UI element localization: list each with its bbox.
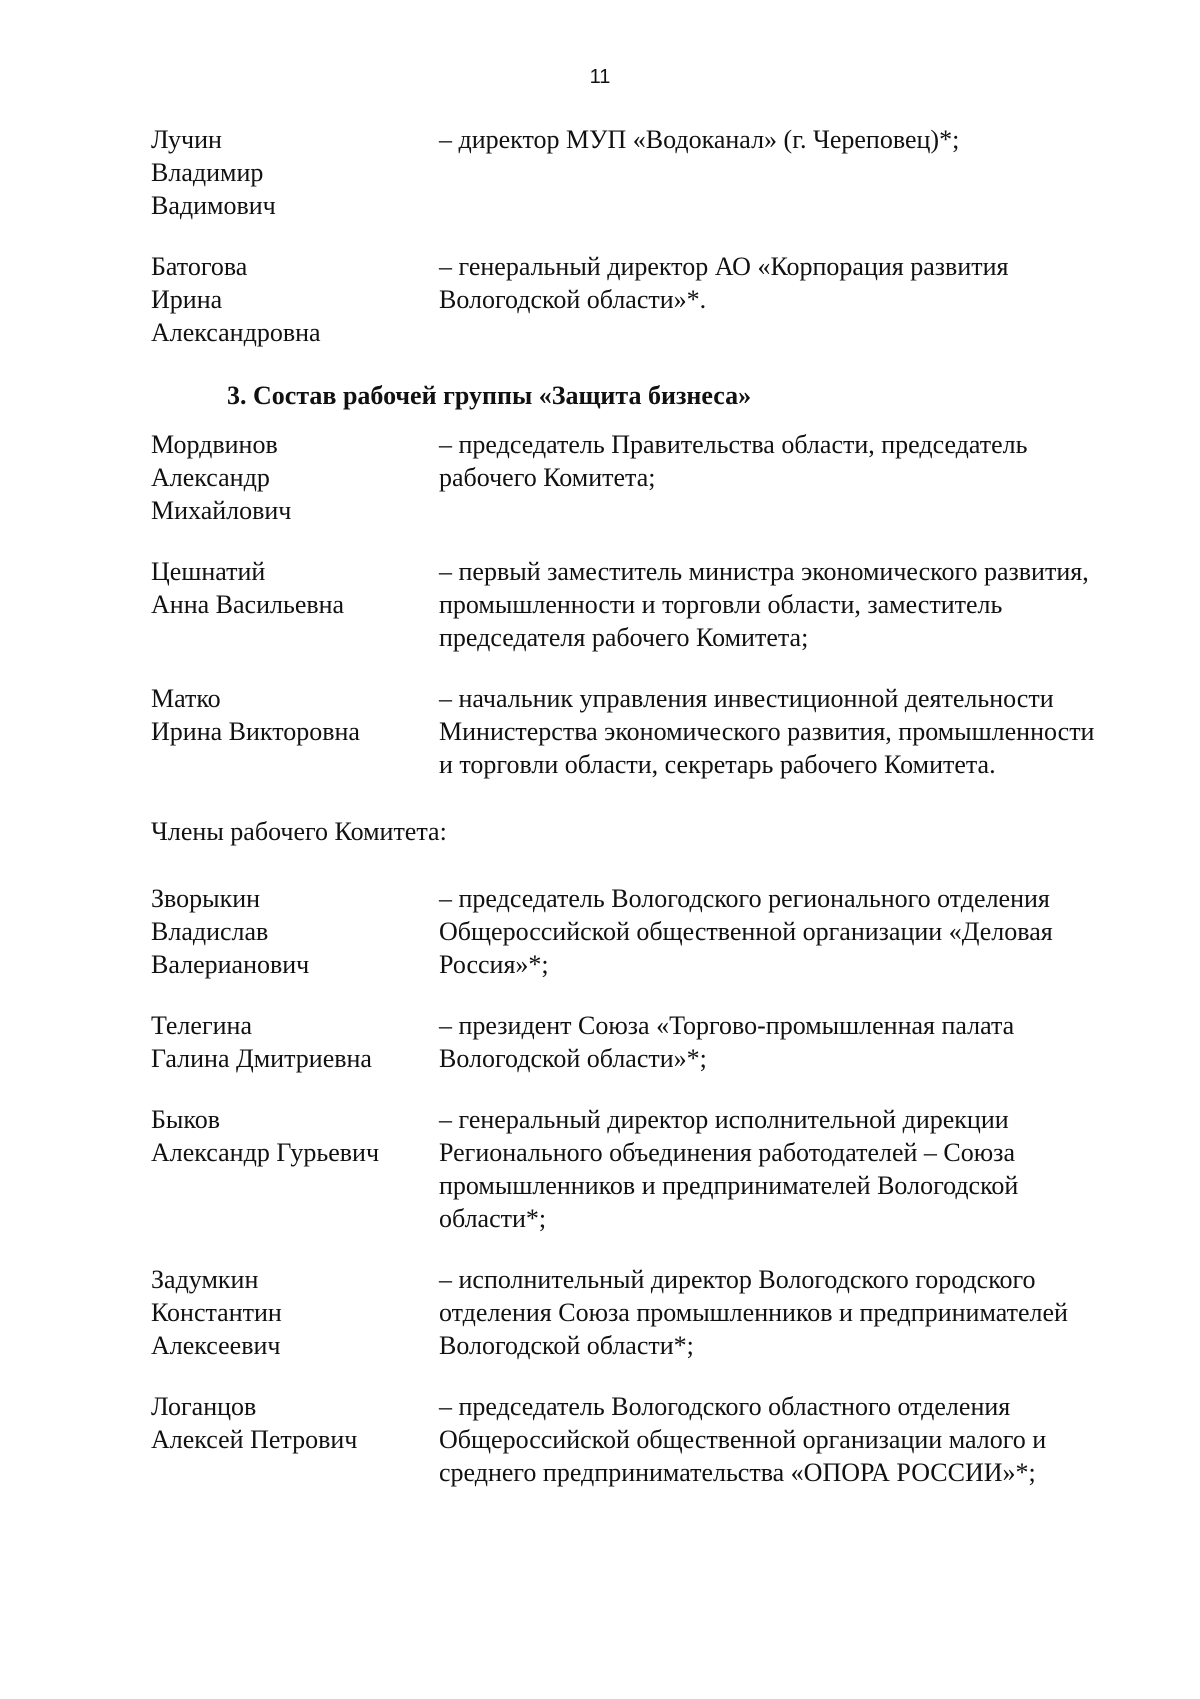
name-line: Михайлович xyxy=(151,496,292,525)
person-entry xyxy=(151,1390,1111,1489)
person-entry xyxy=(151,682,1111,781)
name-line: Ирина xyxy=(151,285,223,314)
person-entry xyxy=(151,1263,1111,1362)
person-role: – начальник управления инвестиционной деятельности Министерства экономического развития, промышленности и торговли области, секретарь рабочего Комитета. xyxy=(439,684,1095,779)
name-line: Логанцов xyxy=(151,1392,257,1421)
name-line: Владислав xyxy=(151,917,269,946)
person-entry xyxy=(151,123,1111,222)
person-role: – первый заместитель министра экономического развития, промышленности и торговли области, заместитель председателя рабочего Комитета; xyxy=(439,557,1089,652)
document-body xyxy=(151,123,1111,1489)
name-line: Быков xyxy=(151,1105,220,1134)
person-role: – президент Союза «Торгово-промышленная палата Вологодской области»*; xyxy=(439,1011,1015,1073)
person-name xyxy=(151,428,439,527)
person-name xyxy=(151,682,439,748)
name-line: Алексеевич xyxy=(151,1331,281,1360)
person-role: – генеральный директор АО «Корпорация развития Вологодской области»*. xyxy=(439,252,1009,314)
person-name xyxy=(151,250,439,349)
name-line: Телегина xyxy=(151,1011,252,1040)
name-line: Мордвинов xyxy=(151,430,278,459)
name-line: Галина Дмитриевна xyxy=(151,1044,372,1073)
name-line: Александровна xyxy=(151,318,321,347)
person-role: – генеральный директор исполнительной дирекции Регионального объединения работодателей – Союза промышленников и предпринимателей Вологодской области*; xyxy=(439,1105,1019,1233)
person-name xyxy=(151,555,439,621)
name-line: Зворыкин xyxy=(151,884,261,913)
page-number: 11 xyxy=(589,66,611,88)
person-name xyxy=(151,1009,439,1075)
members-heading: Члены рабочего Комитета: xyxy=(151,817,447,846)
name-line: Александр xyxy=(151,463,270,492)
person-entry xyxy=(151,882,1111,981)
name-line: Батогова xyxy=(151,252,248,281)
name-line: Лучин xyxy=(151,125,222,154)
person-role: – исполнительный директор Вологодского городского отделения Союза промышленников и предпринимателей Вологодской области*; xyxy=(439,1265,1068,1360)
person-entry xyxy=(151,250,1111,349)
name-line: Задумкин xyxy=(151,1265,259,1294)
person-name xyxy=(151,1103,439,1169)
person-name xyxy=(151,882,439,981)
section-title: 3. Состав рабочей группы «Защита бизнеса» xyxy=(227,381,752,410)
name-line: Ирина Викторовна xyxy=(151,717,360,746)
name-line: Владимир xyxy=(151,158,264,187)
name-line: Александр Гурьевич xyxy=(151,1138,380,1167)
person-entry xyxy=(151,1103,1111,1235)
name-line: Константин xyxy=(151,1298,282,1327)
name-line: Алексей Петрович xyxy=(151,1425,358,1454)
person-role: – председатель Вологодского областного отделения Общероссийской общественной организации малого и среднего предпринимательства «ОПОРА РОССИИ»*; xyxy=(439,1392,1047,1487)
name-line: Цешнатий xyxy=(151,557,266,586)
person-name xyxy=(151,1390,439,1456)
person-role: – председатель Правительства области, председатель рабочего Комитета; xyxy=(439,430,1028,492)
name-line: Вадимович xyxy=(151,191,276,220)
person-role: – директор МУП «Водоканал» (г. Череповец)*; xyxy=(439,125,960,154)
name-line: Валерианович xyxy=(151,950,310,979)
person-entry xyxy=(151,1009,1111,1075)
person-name xyxy=(151,1263,439,1362)
person-role: – председатель Вологодского регионального отделения Общероссийской общественной организации «Деловая Россия»*; xyxy=(439,884,1053,979)
person-name xyxy=(151,123,439,222)
name-line: Матко xyxy=(151,684,221,713)
person-entry xyxy=(151,555,1111,654)
name-line: Анна Васильевна xyxy=(151,590,345,619)
person-entry xyxy=(151,428,1111,527)
